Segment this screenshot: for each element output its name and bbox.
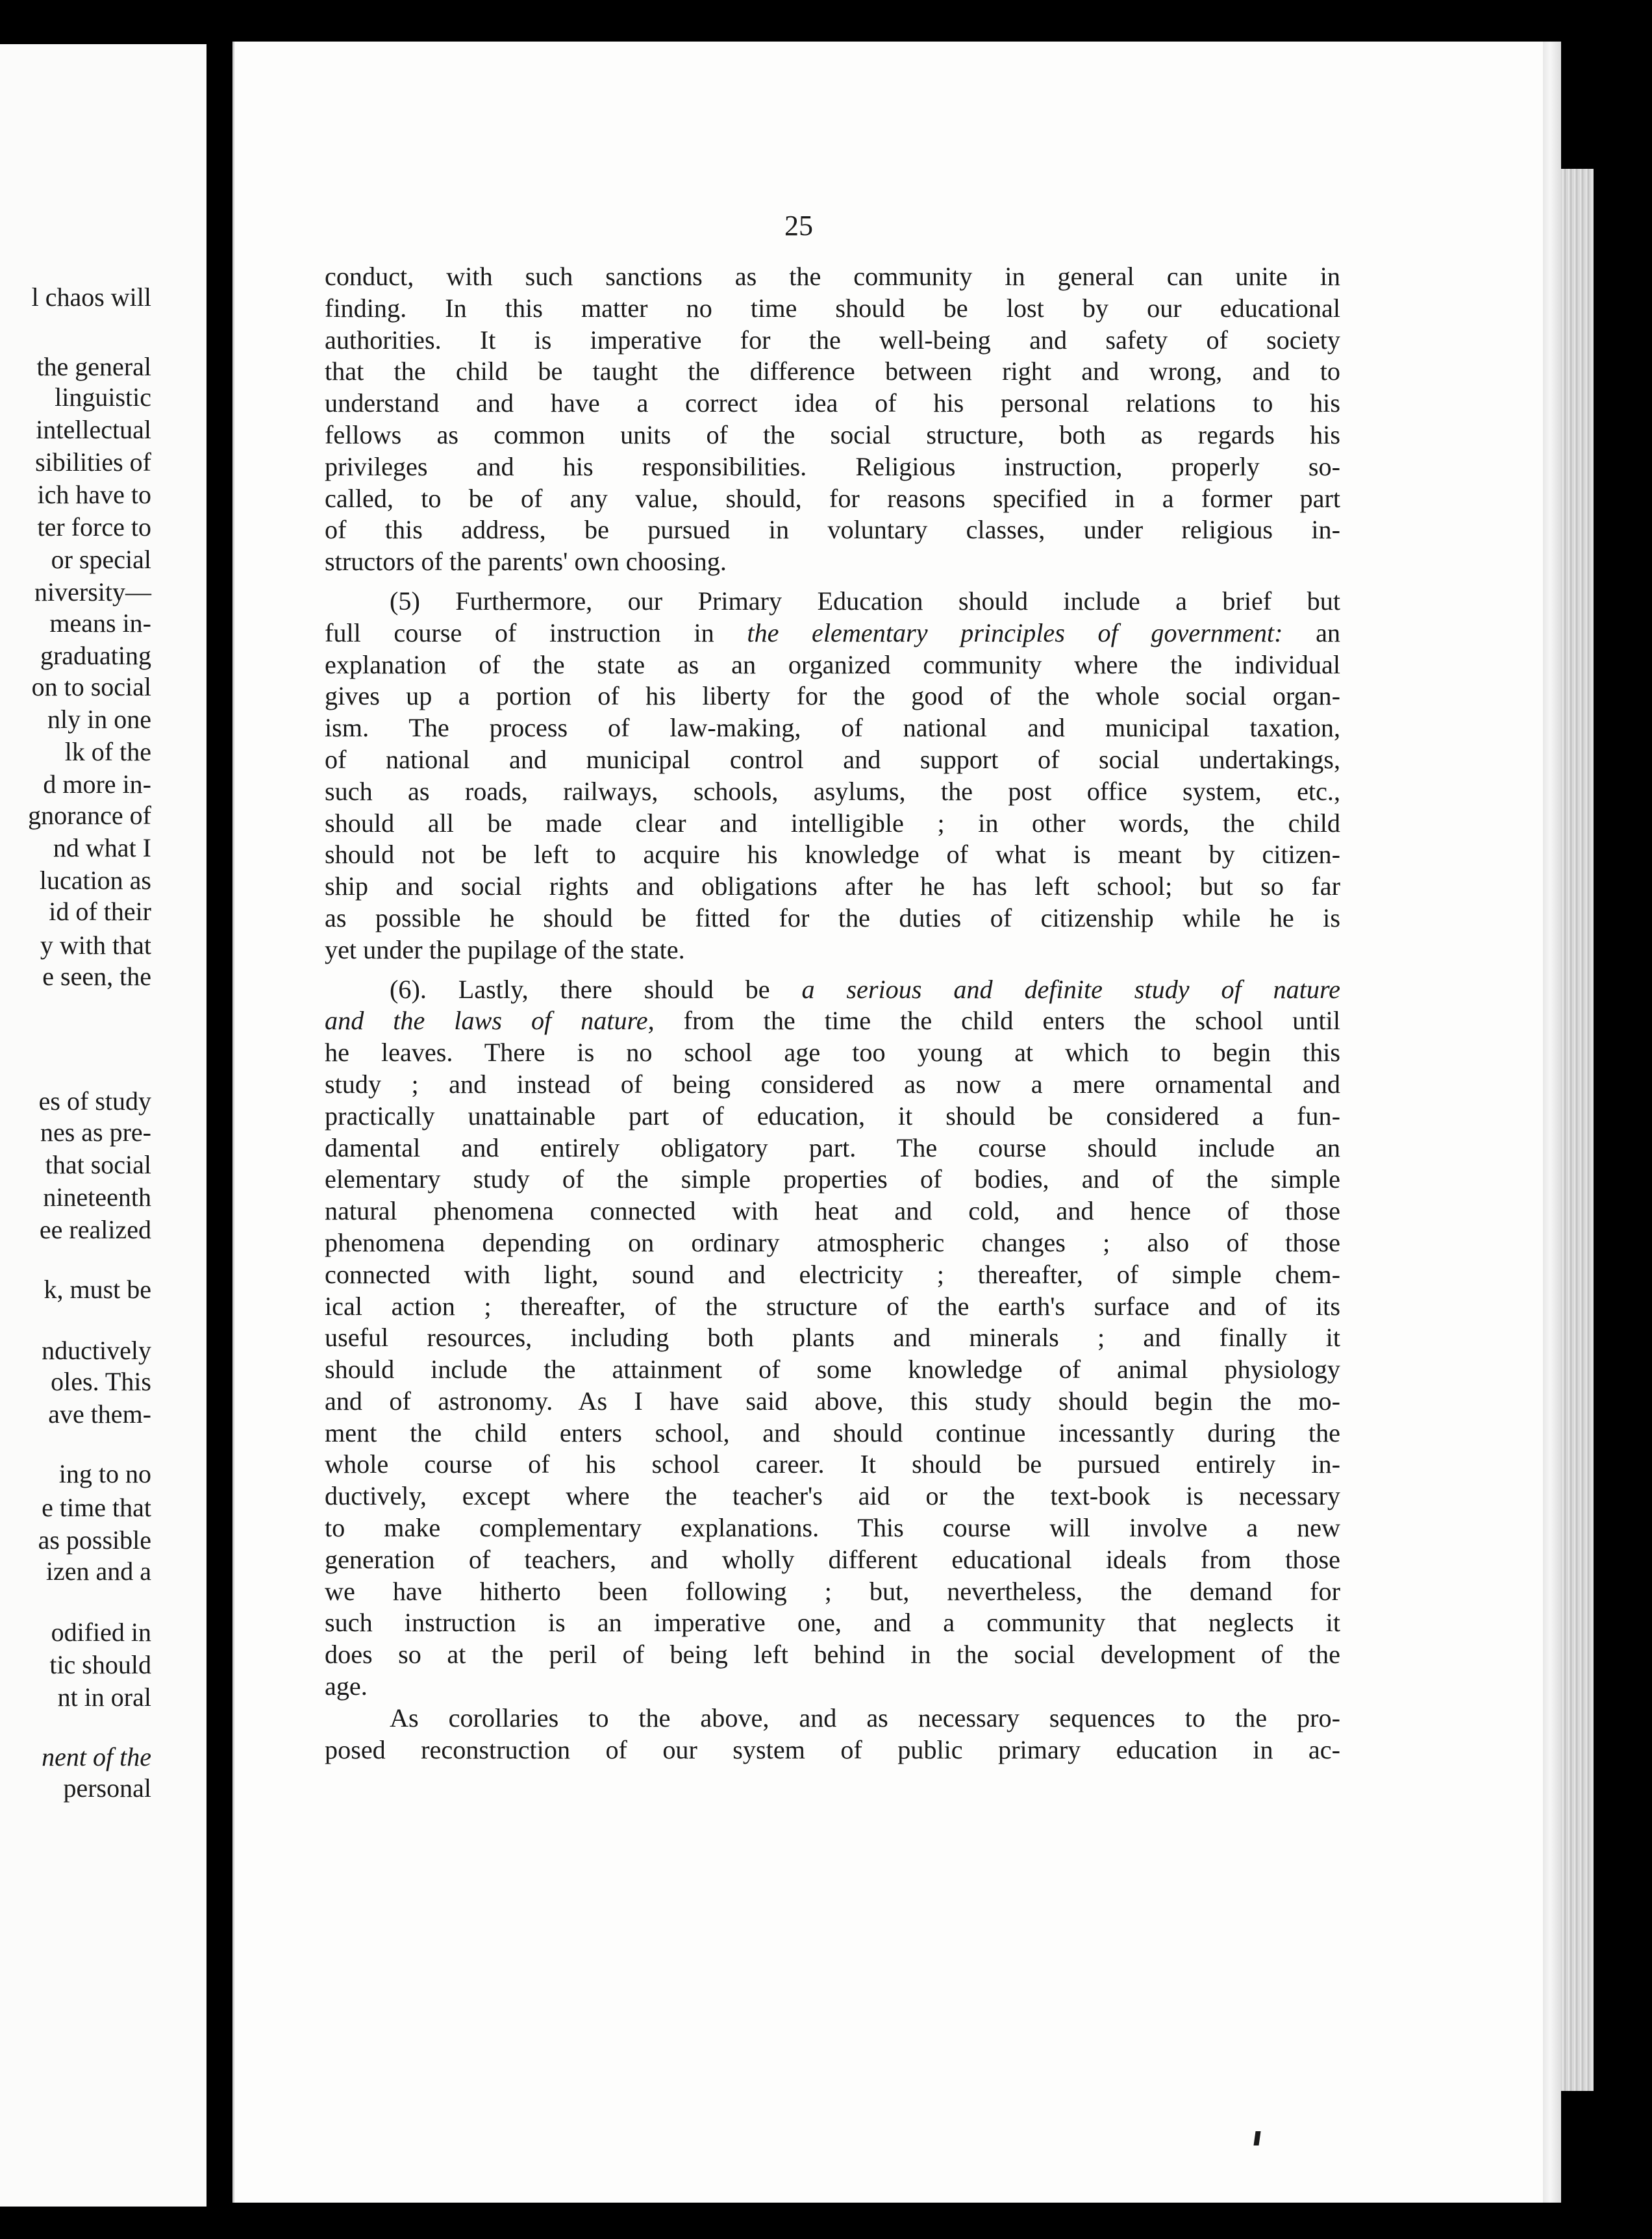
- left-page-fragment: ing to no: [58, 1459, 151, 1488]
- text-line: [325, 1227, 1340, 1259]
- text-segment: connected with light, sound and electricity ; thereafter, of simple chem-: [325, 1259, 1340, 1289]
- text-line: [325, 261, 1340, 293]
- text-segment: of this address, be pursued in voluntary classes, under religious in-: [325, 515, 1340, 545]
- text-segment: gives up a portion of his liberty for the good of the whole social organ-: [325, 681, 1340, 711]
- text-line: [325, 1639, 1340, 1671]
- text-segment: yet under the pupilage of the state.: [325, 934, 685, 964]
- text-line: [325, 1164, 1340, 1195]
- text-segment: elementary study of the simple properties of bodies, and of the simple: [325, 1164, 1340, 1194]
- left-page-fragment: linguistic: [55, 382, 151, 412]
- text-line: [325, 293, 1340, 325]
- text-segment: age.: [325, 1671, 368, 1701]
- text-segment: structors of the parents' own choosing.: [325, 547, 727, 577]
- text-line: [325, 1291, 1340, 1323]
- italic-text: the elementary principles of government:: [747, 618, 1283, 647]
- text-line: [325, 451, 1340, 483]
- text-line: [325, 649, 1340, 681]
- text-line: [325, 1005, 1340, 1037]
- text-line: [325, 483, 1340, 515]
- text-segment: an: [1283, 618, 1341, 647]
- text-segment: ship and social rights and obligations after he has left school; but so far: [325, 871, 1340, 901]
- text-segment: authorities. It is imperative for the well-being and safety of society: [325, 325, 1340, 355]
- body-text: [325, 261, 1340, 1766]
- left-page-fragment: d more in-: [43, 769, 151, 799]
- text-segment: ism. The process of law-making, of national and municipal taxation,: [325, 713, 1340, 743]
- left-page-fragment: nd what I: [53, 833, 151, 862]
- text-line: [325, 808, 1340, 840]
- text-segment: privileges and his responsibilities. Religious instruction, properly so-: [325, 451, 1340, 481]
- text-line: [325, 1322, 1340, 1354]
- text-segment: of national and municipal control and support of social undertakings,: [325, 744, 1340, 774]
- text-segment: and of astronomy. As I have said above, this study should begin the mo-: [325, 1386, 1340, 1416]
- left-page-fragment: graduating: [40, 641, 151, 670]
- text-line: [325, 546, 1340, 578]
- text-segment: that the child be taught the difference between right and wrong, and to: [325, 356, 1340, 386]
- text-line: [325, 712, 1340, 744]
- left-page-fragment: ee realized: [39, 1215, 151, 1244]
- left-page-fragment: nes as pre-: [40, 1118, 151, 1147]
- text-line: [325, 586, 1340, 618]
- left-page-fragment: nductively: [42, 1336, 151, 1365]
- left-page-fragment: on to social: [31, 672, 151, 701]
- text-line: [325, 1354, 1340, 1386]
- text-segment: ment the child enters school, and should continue incessantly during the: [325, 1418, 1340, 1447]
- italic-text: a serious and definite study of nature: [801, 974, 1341, 1004]
- left-page-fragment: es of study: [38, 1086, 151, 1116]
- text-line: [325, 618, 1340, 649]
- book-gutter: [206, 0, 232, 2239]
- left-page-fragment: means in-: [49, 608, 151, 638]
- text-segment: to make complementary explanations. This course will involve a new: [325, 1513, 1340, 1543]
- left-page-fragment: tic should: [49, 1650, 151, 1679]
- text-line: [325, 1512, 1340, 1544]
- left-page-fragment: ter force to: [37, 512, 151, 542]
- left-page-fragment: niversity—: [34, 577, 151, 607]
- text-segment: ical action ; thereafter, of the structure of the earth's surface and of its: [325, 1291, 1340, 1321]
- text-line: [325, 1259, 1340, 1291]
- text-line: [325, 1576, 1340, 1608]
- italic-text: and the laws of nature,: [325, 1006, 655, 1036]
- text-segment: conduct, with such sanctions as the community in general can unite in: [325, 262, 1340, 291]
- book-fore-edge: [1561, 169, 1594, 2091]
- page-number: 25: [784, 210, 813, 242]
- text-line: [325, 325, 1340, 356]
- left-page-fragment: e seen, the: [42, 962, 151, 991]
- left-page-fragment: e time that: [42, 1493, 151, 1522]
- text-line: [325, 1037, 1340, 1069]
- text-line: [325, 1703, 1340, 1734]
- left-page-fragment: ich have to: [37, 480, 151, 509]
- text-segment: study ; and instead of being considered as now a mere ornamental and: [325, 1069, 1340, 1099]
- left-page: [0, 44, 206, 2207]
- text-line: [325, 1607, 1340, 1639]
- left-page-fragment: oles. This: [51, 1367, 151, 1396]
- left-page-fragment: the general: [36, 352, 151, 381]
- text-line: [325, 871, 1340, 903]
- left-page-fragment: lk of the: [64, 737, 151, 766]
- text-segment: should include the attainment of some knowledge of animal physiology: [325, 1355, 1340, 1384]
- text-line: [325, 388, 1340, 419]
- text-segment: posed reconstruction of our system of public primary education in ac-: [325, 1734, 1340, 1764]
- left-page-fragment: nt in oral: [57, 1682, 151, 1712]
- text-line: [325, 356, 1340, 388]
- text-segment: (5) Furthermore, our Primary Education should include a brief but: [390, 586, 1340, 616]
- text-segment: practically unattainable part of education, it should be considered a fun-: [325, 1101, 1340, 1131]
- text-segment: ductively, except where the teacher's aid or the text-book is necessary: [325, 1481, 1340, 1511]
- left-page-fragment: personal: [63, 1773, 151, 1803]
- text-segment: useful resources, including both plants and minerals ; and finally it: [325, 1323, 1340, 1353]
- left-page-fragment: that social: [45, 1150, 151, 1179]
- text-line: [325, 974, 1340, 1006]
- text-segment: called, to be of any value, should, for reasons specified in a former part: [325, 483, 1340, 513]
- text-segment: we have hitherto been following ; but, nevertheless, the demand for: [325, 1576, 1340, 1606]
- left-page-fragment: or special: [51, 545, 151, 574]
- text-line: [325, 1069, 1340, 1101]
- text-line: [325, 681, 1340, 712]
- text-line: [325, 1449, 1340, 1481]
- left-page-fragment: izen and a: [45, 1557, 151, 1586]
- text-segment: generation of teachers, and wholly different educational ideals from those: [325, 1544, 1340, 1574]
- text-segment: whole course of his school career. It should be pursued entirely in-: [325, 1449, 1340, 1479]
- text-segment: finding. In this matter no time should be lost by our educational: [325, 293, 1340, 323]
- text-segment: as possible he should be fitted for the duties of citizenship while he is: [325, 903, 1340, 932]
- text-line: [325, 1386, 1340, 1418]
- left-page-fragment: intellectual: [36, 415, 151, 444]
- text-line: [325, 1195, 1340, 1227]
- text-line: [325, 419, 1340, 451]
- left-page-fragment: gnorance of: [28, 801, 151, 830]
- text-line: [325, 839, 1340, 871]
- text-segment: phenomena depending on ordinary atmospheric changes ; also of those: [325, 1227, 1340, 1257]
- text-line: [325, 1101, 1340, 1132]
- left-page-fragment: ave them-: [48, 1399, 151, 1429]
- left-page-fragment: nly in one: [47, 705, 151, 734]
- text-segment: should not be left to acquire his knowledge of what is meant by citizen-: [325, 840, 1340, 869]
- left-page-fragment: sibilities of: [35, 447, 151, 477]
- text-segment: (6). Lastly, there should be: [390, 974, 802, 1004]
- page-edge: [1543, 42, 1561, 2203]
- text-line: [325, 1481, 1340, 1512]
- text-line: [325, 1132, 1340, 1164]
- left-page-fragment: lucation as: [39, 866, 151, 895]
- text-segment: explanation of the state as an organized community where the individual: [325, 649, 1340, 679]
- text-segment: does so at the peril of being left behind in the social development of the: [325, 1640, 1340, 1670]
- text-segment: natural phenomena connected with heat and cold, and hence of those: [325, 1196, 1340, 1226]
- text-segment: understand and have a correct idea of his personal relations to his: [325, 388, 1340, 418]
- text-line: [325, 514, 1340, 546]
- left-page-fragment: k, must be: [44, 1275, 151, 1304]
- text-segment: such as roads, railways, schools, asylums, the post office system, etc.,: [325, 776, 1340, 806]
- text-line: [325, 1544, 1340, 1576]
- text-segment: fellows as common units of the social structure, both as regards his: [325, 419, 1340, 449]
- text-line: [325, 744, 1340, 776]
- text-segment: As corollaries to the above, and as necessary sequences to the pro-: [390, 1703, 1340, 1732]
- text-segment: full course of instruction in: [325, 618, 747, 647]
- text-line: [325, 1734, 1340, 1766]
- left-page-fragment: nineteenth: [43, 1182, 151, 1212]
- text-line: [325, 1418, 1340, 1449]
- text-segment: such instruction is an imperative one, and a community that neglects it: [325, 1608, 1340, 1638]
- text-segment: he leaves. There is no school age too young at which to begin this: [325, 1038, 1340, 1068]
- text-line: [325, 903, 1340, 934]
- text-segment: from the time the child enters the school until: [654, 1006, 1340, 1036]
- text-line: [325, 934, 1340, 966]
- left-page-fragment: l chaos will: [31, 282, 151, 312]
- left-page-fragment: nent of the: [42, 1742, 151, 1771]
- text-line: [325, 776, 1340, 808]
- text-segment: damental and entirely obligatory part. The course should include an: [325, 1132, 1340, 1162]
- left-page-fragment: id of their: [49, 897, 151, 926]
- left-page-fragment: odified in: [51, 1618, 151, 1647]
- left-page-fragment: as possible: [38, 1525, 151, 1555]
- text-line: [325, 1671, 1340, 1703]
- left-page-fragment: y with that: [40, 931, 151, 960]
- text-segment: should all be made clear and intelligible ; in other words, the child: [325, 808, 1340, 838]
